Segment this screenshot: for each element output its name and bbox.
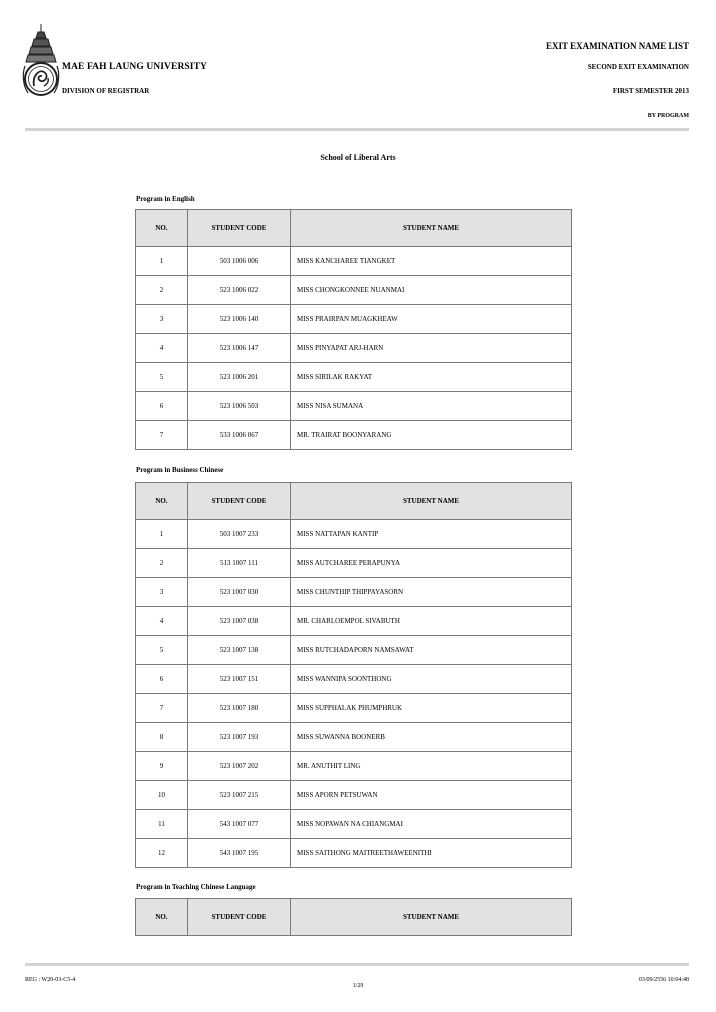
cell-name: MR. CHARLOEMPOL SIVABUTH — [291, 607, 572, 636]
cell-no: 8 — [136, 723, 188, 752]
table-row — [136, 694, 572, 723]
division-name: DIVISION OF REGISTRAR — [62, 87, 150, 95]
table-row — [136, 665, 572, 694]
cell-name: MISS KANCHAREE TIANGKET — [291, 247, 572, 276]
cell-code: 533 1006 067 — [188, 421, 291, 450]
cell-name: MISS NOPAWAN NA CHIANGMAI — [291, 810, 572, 839]
column-header-no: NO. — [136, 210, 188, 247]
university-name: MAE FAH LAUNG UNIVERSITY — [62, 62, 207, 72]
table-row — [136, 421, 572, 450]
table-row — [136, 363, 572, 392]
table-header-row — [136, 483, 572, 520]
grouping-label: BY PROGRAM — [647, 113, 689, 119]
student-table — [135, 482, 572, 868]
cell-no: 2 — [136, 549, 188, 578]
cell-no: 1 — [136, 520, 188, 549]
table-row — [136, 276, 572, 305]
cell-no: 1 — [136, 247, 188, 276]
cell-name: MISS SUPPHALAK PHUMPHRUK — [291, 694, 572, 723]
cell-code: 503 1006 006 — [188, 247, 291, 276]
column-header-name: STUDENT NAME — [291, 483, 572, 520]
cell-code: 543 1007 195 — [188, 839, 291, 868]
cell-name: MISS CHUNTHIP THIPPAYASORN — [291, 578, 572, 607]
cell-code: 523 1007 030 — [188, 578, 291, 607]
table-row — [136, 247, 572, 276]
cell-code: 523 1007 180 — [188, 694, 291, 723]
cell-name: MISS RUTCHADAPORN NAMSAWAT — [291, 636, 572, 665]
header-divider — [25, 128, 689, 131]
table-row — [136, 723, 572, 752]
program-title: Program in Business Chinese — [136, 466, 224, 474]
table-row — [136, 607, 572, 636]
cell-name: MISS APORN PETSUWAN — [291, 781, 572, 810]
column-header-no: NO. — [136, 899, 188, 936]
table-row — [136, 810, 572, 839]
student-table — [135, 209, 572, 450]
table-row — [136, 392, 572, 421]
cell-no: 3 — [136, 305, 188, 334]
table-row — [136, 578, 572, 607]
cell-code: 523 1006 503 — [188, 392, 291, 421]
form-code: REG : W20-03-C5-4 — [25, 977, 76, 983]
table-row — [136, 549, 572, 578]
cell-no: 5 — [136, 363, 188, 392]
cell-code: 523 1007 151 — [188, 665, 291, 694]
cell-code: 543 1007 077 — [188, 810, 291, 839]
cell-code: 523 1007 138 — [188, 636, 291, 665]
cell-no: 9 — [136, 752, 188, 781]
cell-no: 4 — [136, 607, 188, 636]
cell-code: 523 1006 147 — [188, 334, 291, 363]
cell-name: MR. TRAIRAT BOONYARANG — [291, 421, 572, 450]
cell-code: 523 1006 140 — [188, 305, 291, 334]
cell-no: 12 — [136, 839, 188, 868]
page-number: 1/29 — [352, 983, 364, 989]
cell-code: 523 1007 193 — [188, 723, 291, 752]
cell-name: MISS AUTCHAREE PERAPUNYA — [291, 549, 572, 578]
cell-no: 7 — [136, 421, 188, 450]
table-row — [136, 839, 572, 868]
table-row — [136, 334, 572, 363]
school-name: School of Liberal Arts — [320, 153, 396, 162]
cell-name: MISS PINYAPAT ARJ-HARN — [291, 334, 572, 363]
cell-name: MISS SAITHONG MAITREETHAWEENITHI — [291, 839, 572, 868]
cell-code: 523 1007 202 — [188, 752, 291, 781]
table-row — [136, 781, 572, 810]
table-row — [136, 752, 572, 781]
footer-divider — [25, 963, 689, 966]
column-header-code: STUDENT CODE — [188, 210, 291, 247]
cell-code: 503 1007 233 — [188, 520, 291, 549]
table-row — [136, 520, 572, 549]
cell-no: 10 — [136, 781, 188, 810]
document-title: EXIT EXAMINATION NAME LIST — [546, 41, 689, 51]
cell-name: MISS SUWANNA BOONERB — [291, 723, 572, 752]
cell-name: MISS PRAIRPAN MUAGKHEAW — [291, 305, 572, 334]
cell-no: 4 — [136, 334, 188, 363]
cell-name: MISS WANNIPA SOONTHONG — [291, 665, 572, 694]
semester: FIRST SEMESTER 2013 — [612, 87, 689, 95]
column-header-name: STUDENT NAME — [291, 210, 572, 247]
cell-code: 513 1007 111 — [188, 549, 291, 578]
cell-code: 523 1007 215 — [188, 781, 291, 810]
cell-code: 523 1007 038 — [188, 607, 291, 636]
print-timestamp: 03/09/2556 10:04:48 — [638, 977, 689, 983]
table-row — [136, 305, 572, 334]
column-header-no: NO. — [136, 483, 188, 520]
program-title: Program in Teaching Chinese Language — [136, 883, 256, 891]
cell-no: 2 — [136, 276, 188, 305]
cell-code: 523 1006 201 — [188, 363, 291, 392]
cell-no: 3 — [136, 578, 188, 607]
table-header-row — [136, 210, 572, 247]
cell-name: MISS SIRILAK RAKYAT — [291, 363, 572, 392]
cell-name: MISS NISA SUMANA — [291, 392, 572, 421]
cell-no: 6 — [136, 392, 188, 421]
program-title: Program in English — [136, 195, 195, 203]
cell-no: 6 — [136, 665, 188, 694]
table-header-row — [136, 899, 572, 936]
cell-name: MR. ANUTHIT LING — [291, 752, 572, 781]
cell-code: 523 1006 022 — [188, 276, 291, 305]
exam-name: SECOND EXIT EXAMINATION — [587, 63, 689, 71]
cell-name: MISS CHONGKONNEE NUANMAI — [291, 276, 572, 305]
cell-name: MISS NATTAPAN KANTIP — [291, 520, 572, 549]
cell-no: 5 — [136, 636, 188, 665]
cell-no: 7 — [136, 694, 188, 723]
university-seal-logo — [22, 22, 60, 98]
column-header-code: STUDENT CODE — [188, 899, 291, 936]
cell-no: 11 — [136, 810, 188, 839]
column-header-code: STUDENT CODE — [188, 483, 291, 520]
column-header-name: STUDENT NAME — [291, 899, 572, 936]
student-table — [135, 898, 572, 936]
table-row — [136, 636, 572, 665]
